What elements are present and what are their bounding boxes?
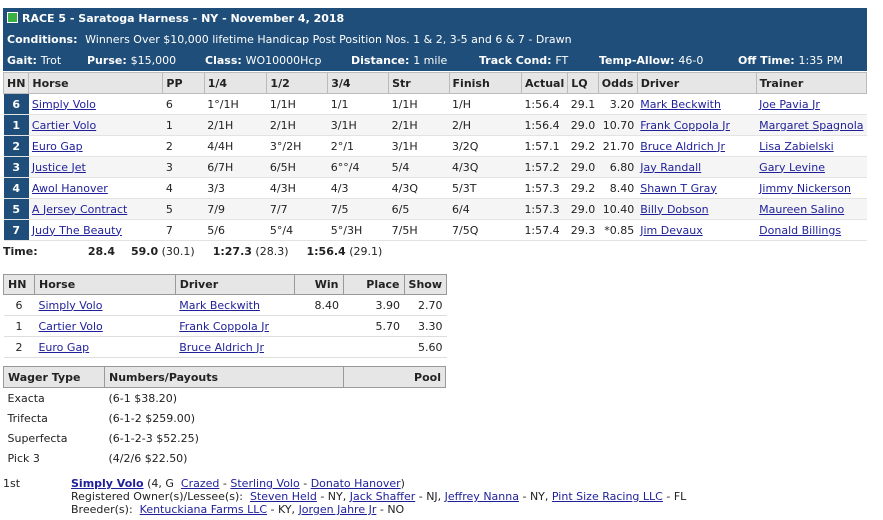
driver-link[interactable]: Mark Beckwith bbox=[640, 97, 721, 111]
fractional-times: Time: 28.4 59.0 (30.1) 1:27.3 (28.3) 1:56.4 (29.1) bbox=[3, 245, 383, 258]
half-cell: 5°/4 bbox=[267, 220, 328, 241]
horse-link[interactable]: A Jersey Contract bbox=[31, 202, 128, 216]
table-row bbox=[4, 388, 446, 409]
horse-link[interactable]: Euro Gap bbox=[38, 340, 90, 354]
stretch-cell: 6/5 bbox=[389, 199, 449, 220]
stretch-cell: 2/1H bbox=[389, 115, 449, 136]
horse-link[interactable]: Simply Volo bbox=[31, 97, 96, 111]
conditions-row: Conditions: Winners Over $10,000 lifetime Handicap Post Position Nos. 1 & 2, 3-5 and 6 & 7 - Drawn bbox=[7, 33, 572, 46]
quarter-cell: 7/9 bbox=[204, 199, 267, 220]
damsire-link[interactable]: Donato Hanover bbox=[310, 477, 401, 490]
finish-cell: 2/H bbox=[449, 115, 521, 136]
stretch-cell: 5/4 bbox=[389, 157, 449, 178]
pp-cell: 6 bbox=[163, 94, 204, 115]
trainer-cell bbox=[756, 178, 866, 199]
status-square-icon bbox=[7, 12, 18, 23]
stretch-cell: 4/3Q bbox=[389, 178, 449, 199]
driver-link[interactable]: Bruce Aldrich Jr bbox=[179, 340, 265, 354]
driver-cell bbox=[175, 295, 294, 316]
dam-link[interactable]: Sterling Volo bbox=[230, 477, 300, 490]
half-cell: 2/1H bbox=[267, 115, 328, 136]
odds-cell: 21.70 bbox=[598, 136, 637, 157]
horse-link[interactable]: Cartier Volo bbox=[38, 319, 103, 333]
temp-value: 46-0 bbox=[678, 54, 704, 67]
trainer-link[interactable]: Maureen Salino bbox=[759, 202, 845, 216]
table-row bbox=[4, 157, 867, 178]
last-quarter-cell: 29.0 bbox=[568, 157, 599, 178]
hn-cell: 4 bbox=[4, 178, 29, 199]
horse-cell bbox=[29, 199, 163, 220]
race-header bbox=[3, 8, 867, 71]
table-row bbox=[4, 316, 447, 337]
wager-payout-cell: (6-1-2 $259.00) bbox=[108, 411, 196, 425]
three-quarter-cell: 5°/3H bbox=[328, 220, 389, 241]
race-title: RACE 5 - Saratoga Harness - NY - November 4, 2018 bbox=[22, 12, 345, 25]
trainer-cell bbox=[756, 94, 866, 115]
conditions-text: Winners Over $10,000 lifetime Handicap Post Position Nos. 1 & 2, 3-5 and 6 & 7 - Drawn bbox=[85, 33, 572, 46]
win-cell bbox=[294, 337, 343, 358]
driver-cell bbox=[637, 220, 756, 241]
table-row bbox=[4, 295, 447, 316]
odds-cell: 8.40 bbox=[598, 178, 637, 199]
actual-time-cell: 1:56.4 bbox=[521, 94, 567, 115]
half-cell: 6/5H bbox=[267, 157, 328, 178]
actual-time-cell: 1:57.3 bbox=[521, 199, 567, 220]
driver-link[interactable]: Bruce Aldrich Jr bbox=[640, 139, 726, 153]
table-row bbox=[4, 94, 867, 115]
place-cell: 5.70 bbox=[343, 316, 404, 337]
driver-cell bbox=[637, 178, 756, 199]
win-cell: 8.40 bbox=[294, 295, 343, 316]
table-row bbox=[4, 220, 867, 241]
wager-payout-cell: (4/2/6 $22.50) bbox=[108, 451, 188, 465]
table-row bbox=[4, 337, 447, 358]
horse-cell bbox=[34, 316, 175, 337]
winner-horse-link[interactable]: Simply Volo bbox=[71, 477, 144, 490]
hn-cell: 7 bbox=[4, 220, 29, 241]
driver-link[interactable]: Jim Devaux bbox=[640, 223, 703, 237]
wager-type-cell: Pick 3 bbox=[7, 451, 40, 465]
horse-cell bbox=[34, 337, 175, 358]
track-value: FT bbox=[555, 54, 569, 67]
quarter-cell: 4/4H bbox=[204, 136, 267, 157]
owner-link[interactable]: Steven Held bbox=[249, 490, 317, 503]
last-quarter-cell: 29.1 bbox=[568, 94, 599, 115]
driver-cell bbox=[637, 94, 756, 115]
horse-cell bbox=[34, 295, 175, 316]
place-cell: 3.90 bbox=[343, 295, 404, 316]
trainer-link[interactable]: Donald Billings bbox=[759, 223, 842, 237]
hn-cell: 1 bbox=[4, 115, 29, 136]
finish-cell: 3/2Q bbox=[449, 136, 521, 157]
trainer-link[interactable]: Joe Pavia Jr bbox=[759, 97, 820, 111]
trainer-cell bbox=[756, 115, 866, 136]
horse-cell bbox=[29, 220, 163, 241]
odds-cell: *0.85 bbox=[598, 220, 637, 241]
driver-link[interactable]: Frank Coppola Jr bbox=[640, 118, 731, 132]
hn-cell: 6 bbox=[4, 295, 35, 316]
wager-table bbox=[3, 366, 446, 468]
wager-type-cell: Exacta bbox=[7, 391, 45, 405]
finish-cell: 5/3T bbox=[449, 178, 521, 199]
place-cell bbox=[343, 337, 404, 358]
driver-link[interactable]: Jay Randall bbox=[640, 160, 702, 174]
three-quarter-cell: 2°/1 bbox=[328, 136, 389, 157]
odds-cell: 6.80 bbox=[598, 157, 637, 178]
horse-cell bbox=[29, 115, 163, 136]
three-quarter-cell: 6°°/4 bbox=[328, 157, 389, 178]
horse-cell bbox=[29, 157, 163, 178]
win-cell bbox=[294, 316, 343, 337]
table-row bbox=[4, 408, 446, 428]
pp-cell: 2 bbox=[163, 136, 204, 157]
winner-place: 1st bbox=[3, 477, 21, 490]
odds-cell: 10.70 bbox=[598, 115, 637, 136]
last-quarter-cell: 29.2 bbox=[568, 136, 599, 157]
quarter-cell: 3/3 bbox=[204, 178, 267, 199]
actual-time-cell: 1:57.4 bbox=[521, 220, 567, 241]
three-quarter-cell: 3/1H bbox=[328, 115, 389, 136]
quarter-cell: 2/1H bbox=[204, 115, 267, 136]
table-row bbox=[4, 428, 446, 448]
horse-link[interactable]: Judy The Beauty bbox=[31, 223, 122, 237]
quarter-cell: 1°/1H bbox=[204, 94, 267, 115]
trainer-link[interactable]: Lisa Zabielski bbox=[759, 139, 834, 153]
distance-value: 1 mile bbox=[413, 54, 448, 67]
horse-link[interactable]: Awol Hanover bbox=[31, 181, 108, 195]
trainer-cell bbox=[756, 136, 866, 157]
driver-link[interactable]: Frank Coppola Jr bbox=[179, 319, 270, 333]
three-quarter-cell: 7/5 bbox=[328, 199, 389, 220]
last-quarter-cell: 29.0 bbox=[568, 199, 599, 220]
horse-link[interactable]: Simply Volo bbox=[38, 298, 103, 312]
finish-cell: 6/4 bbox=[449, 199, 521, 220]
half-cell: 4/3H bbox=[267, 178, 328, 199]
actual-time-cell: 1:57.2 bbox=[521, 157, 567, 178]
pp-cell: 3 bbox=[163, 157, 204, 178]
trainer-cell bbox=[756, 199, 866, 220]
wager-pool-cell bbox=[344, 388, 446, 409]
hn-cell: 2 bbox=[4, 337, 35, 358]
pp-cell: 1 bbox=[163, 115, 204, 136]
stretch-cell: 1/1H bbox=[389, 94, 449, 115]
stretch-cell: 3/1H bbox=[389, 136, 449, 157]
wager-pool-cell bbox=[344, 428, 446, 448]
owner-link[interactable]: Jack Shaffer bbox=[349, 490, 416, 503]
winner-info: 1st Simply Volo (4, G Crazed - Sterling Volo - Donato Hanover) Registered Owner(s)/Lessee(s): Steven Held - NY, Jack Shaffer - NJ, Jeffrey Nanna - NY, Pint Size Racing LLC - FL Breeder(s): Kentuckiana Farms LLC - KY, Jorgen Jahre Jr - NO bbox=[3, 477, 687, 516]
race-title-row bbox=[3, 8, 867, 29]
actual-time-cell: 1:57.1 bbox=[521, 136, 567, 157]
trainer-cell bbox=[756, 220, 866, 241]
hn-cell: 3 bbox=[4, 157, 29, 178]
time-label: Time: bbox=[3, 245, 38, 258]
driver-link[interactable]: Billy Dobson bbox=[640, 202, 709, 216]
half-cell: 7/7 bbox=[267, 199, 328, 220]
results-table bbox=[3, 72, 867, 241]
driver-cell bbox=[175, 337, 294, 358]
horse-cell bbox=[29, 136, 163, 157]
race-details-row: Gait: Trot Purse: $15,000 Class: WO10000Hcp Distance: 1 mile Track Cond: FT Temp-Allow: 46-0 Off Time: 1:35 PM bbox=[7, 54, 843, 67]
actual-time-cell: 1:56.4 bbox=[521, 115, 567, 136]
three-quarter-cell: 1/1 bbox=[328, 94, 389, 115]
trainer-link[interactable]: Jimmy Nickerson bbox=[759, 181, 851, 195]
class-value: WO10000Hcp bbox=[245, 54, 322, 67]
wager-pool-cell bbox=[344, 408, 446, 428]
hn-cell: 2 bbox=[4, 136, 29, 157]
breeder-link[interactable]: Kentuckiana Farms LLC bbox=[139, 503, 268, 516]
driver-cell bbox=[637, 115, 756, 136]
owner-link[interactable]: Pint Size Racing LLC bbox=[551, 490, 663, 503]
trainer-link[interactable]: Gary Levine bbox=[759, 160, 825, 174]
show-cell: 5.60 bbox=[404, 337, 446, 358]
table-row bbox=[4, 136, 867, 157]
horse-cell bbox=[29, 178, 163, 199]
half-cell: 1/1H bbox=[267, 94, 328, 115]
driver-link[interactable]: Mark Beckwith bbox=[179, 298, 260, 312]
table-row bbox=[4, 115, 867, 136]
odds-cell: 10.40 bbox=[598, 199, 637, 220]
wager-type-cell: Trifecta bbox=[7, 411, 48, 425]
horse-link[interactable]: Cartier Volo bbox=[31, 118, 97, 132]
show-cell: 3.30 bbox=[404, 316, 446, 337]
pp-cell: 7 bbox=[163, 220, 204, 241]
payout-table bbox=[3, 274, 447, 358]
hn-cell: 1 bbox=[4, 316, 35, 337]
horse-cell bbox=[29, 94, 163, 115]
wager-payout-cell: (6-1-2-3 $52.25) bbox=[108, 431, 199, 445]
sire-link[interactable]: Crazed bbox=[180, 477, 220, 490]
trainer-link[interactable]: Margaret Spagnola bbox=[759, 118, 864, 132]
results-header-row: HN Horse PP 1/4 1/2 3/4 Str Finish Actual LQ Odds Driver Trainer bbox=[4, 73, 867, 94]
last-quarter-cell: 29.0 bbox=[568, 115, 599, 136]
table-row bbox=[4, 178, 867, 199]
table-row bbox=[4, 448, 446, 468]
show-cell: 2.70 bbox=[404, 295, 446, 316]
gait-value: Trot bbox=[40, 54, 62, 67]
wager-pool-cell bbox=[344, 448, 446, 468]
quarter-cell: 5/6 bbox=[204, 220, 267, 241]
wager-type-cell: Superfecta bbox=[7, 431, 68, 445]
finish-cell: 4/3Q bbox=[449, 157, 521, 178]
table-row bbox=[4, 199, 867, 220]
horse-link[interactable]: Euro Gap bbox=[31, 139, 83, 153]
horse-link[interactable]: Justice Jet bbox=[31, 160, 86, 174]
hn-cell: 5 bbox=[4, 199, 29, 220]
pp-cell: 5 bbox=[163, 199, 204, 220]
driver-cell bbox=[637, 136, 756, 157]
quarter-cell: 6/7H bbox=[204, 157, 267, 178]
driver-cell bbox=[175, 316, 294, 337]
owner-link[interactable]: Jeffrey Nanna bbox=[444, 490, 519, 503]
hn-cell: 6 bbox=[4, 94, 29, 115]
last-quarter-cell: 29.2 bbox=[568, 178, 599, 199]
wager-payout-cell: (6-1 $38.20) bbox=[108, 391, 178, 405]
stretch-cell: 7/5H bbox=[389, 220, 449, 241]
trainer-cell bbox=[756, 157, 866, 178]
pp-cell: 4 bbox=[163, 178, 204, 199]
off-time-value: 1:35 PM bbox=[798, 54, 843, 67]
breeder-link[interactable]: Jorgen Jahre Jr bbox=[298, 503, 377, 516]
half-cell: 3°/2H bbox=[267, 136, 328, 157]
finish-cell: 7/5Q bbox=[449, 220, 521, 241]
three-quarter-cell: 4/3 bbox=[328, 178, 389, 199]
wager-header-row: Wager Type Numbers/Payouts Pool bbox=[4, 367, 446, 388]
driver-cell bbox=[637, 199, 756, 220]
purse-value: $15,000 bbox=[130, 54, 177, 67]
odds-cell: 3.20 bbox=[598, 94, 637, 115]
finish-cell: 1/H bbox=[449, 94, 521, 115]
driver-cell bbox=[637, 157, 756, 178]
payout-header-row: HN Horse Driver Win Place Show bbox=[4, 275, 447, 295]
last-quarter-cell: 29.3 bbox=[568, 220, 599, 241]
driver-link[interactable]: Shawn T Gray bbox=[640, 181, 717, 195]
actual-time-cell: 1:57.3 bbox=[521, 178, 567, 199]
